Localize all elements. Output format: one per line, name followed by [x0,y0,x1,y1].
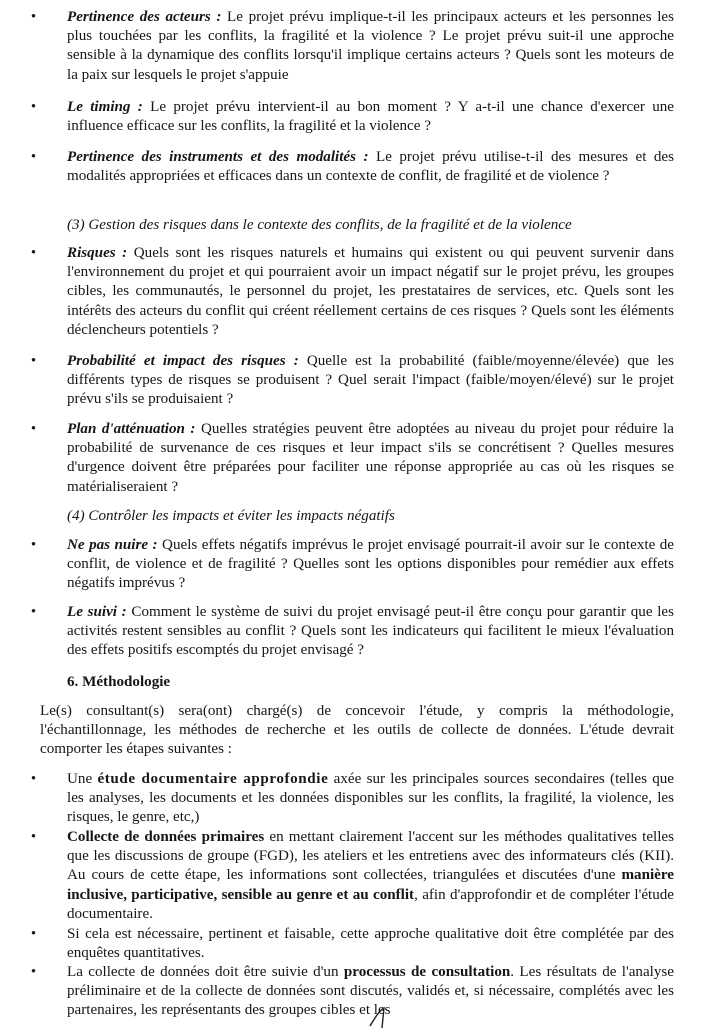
item-text: Si cela est nécessaire, pertinent et faisable, cette approche qualitative doit être complétée par des enquêtes quantitatives. [67,926,674,962]
handwritten-initial-mark [366,1006,396,1028]
bullet: • [30,604,37,620]
subsection-heading-3: (3) Gestion des risques dans le contexte des conflits, de la fragilité et de la violence [67,217,572,233]
list-item-attenuation [30,420,675,497]
item-text: La collecte de données doit être suivie d'un [67,964,344,980]
list-item-risques [30,244,674,340]
item-text: axée sur les principales sources secondaires (telles que les analyses, les documents et les données disponibles sur les conflits, la fragilité, la violence, les risques, le genre, etc,) [67,771,675,826]
item-text: Quelles stratégies peuvent être adoptées au niveau du projet pour réduire la probabilité de survenance de ces risques et leur impact s'ils se concrétisent ? Quelles mesures d'urgence doivent être préparées pour faciliter une réponse appropriée au cas où les risques se matérialiseraient ? [67,421,675,495]
item-emphasis: Collecte de données primaires [67,829,265,845]
list-item-quantitatives [30,925,674,963]
item-text: Le projet prévu implique-t-il les principaux acteurs et les personnes les plus touchées par les conflits, la fragilité et la violence ? Le projet prévu suit-il une approche sensible à la dynamique des conflits lorsqu'il implique certains acteurs ? Quels sont les moteurs de la paix sur lesquels le projet s'appuie [67,9,674,83]
bullet: • [30,353,37,369]
list-item-timing [30,98,674,136]
item-emphasis: étude documentaire approfondie [97,771,329,787]
bullet: • [30,9,37,25]
method-intro-paragraph: Le(s) consultant(s) sera(ont) chargé(s) de concevoir l'étude, y compris la méthodologie, l'échantillonnage, les méthodes de recherche et les outils de collecte de données. L'étude devrait comporter les étapes suivantes : [40,703,674,758]
list-item-probabilite [30,352,674,410]
item-text: Comment le système de suivi du projet envisagé peut-il être conçu pour garantir que les activités restent sensibles au conflit ? Quels sont les indicateurs qui facilitent le mieux l'évaluation des effets positifs escomptés du projet envisagé ? [67,604,674,659]
item-text: Quels sont les risques naturels et humains qui existent ou qui peuvent survenir dans l'environnement du projet et qui pourraient avoir un impact négatif sur le projet prévu, les groupes cibles, les communautés, le personnel du projet, les prestataires de services, etc. Quels sont les intérêts des acteurs du conflit qui créent réellement certains de ces risques ? Quels sont les éléments déclencheurs potentiels ? [67,245,674,338]
subsection-heading-4: (4) Contrôler les impacts et éviter les impacts négatifs [67,508,395,524]
item-term: Pertinence des acteurs : [67,9,222,25]
item-text: en mettant clairement l'accent sur les méthodes qualitatives telles que les discussions de groupe (FGD), les ateliers et les entretiens avec des informateurs clés (KII). Au cours de cette étape, les informations sont collectées, triangulées et discutées d'une [67,829,674,884]
item-emphasis: manière inclusive, participative, sensible au genre et au conflit [67,867,674,903]
item-text: Le projet prévu utilise-t-il des mesures et des modalités appropriées et efficaces dans un contexte de conflit, de fragilité et de violence ? [67,149,674,185]
bullet: • [30,99,37,115]
item-text: Une [67,771,98,787]
list-item-collecte-primaires [30,828,675,924]
item-text: Quels effets négatifs imprévus le projet envisagé pourrait-il avoir sur le contexte de conflit, de violence et de fragilité ? Quelles sont les options disponibles pour remédier aux effets négatifs imprévus ? [67,537,674,592]
item-term: Pertinence des instruments et des modalités : [67,149,369,165]
list-item-instruments [30,148,674,186]
item-text: . Les résultats de l'analyse préliminaire et de la collecte de données sont discutés, validés et, si nécessaire, complétés avec les partenaires, les représentants des groupes cibles et les [67,964,674,1019]
item-text: Quelle est la probabilité (faible/moyenne/élevée) que les différents types de risques se produisent ? Quel serait l'impact (faible/moyen/élevé) sur le projet prévu s'ils se produisaient ? [67,353,674,408]
section-heading-methodologie: 6. Méthodologie [67,674,171,690]
item-text: Le projet prévu intervient-il au bon moment ? Y a-t-il une chance d'exercer une influence efficace sur les conflits, la fragilité et la violence ? [67,99,674,135]
item-term: Le suivi : [67,604,127,620]
item-text: , afin d'approfondir et de compléter l'étude documentaire. [67,886,675,922]
bullet: • [30,926,37,942]
bullet: • [30,149,37,165]
bullet: • [30,829,37,845]
item-term: Ne pas nuire : [67,537,158,553]
item-term: Probabilité et impact des risques : [67,353,299,369]
bullet: • [30,964,37,980]
bullet: • [30,245,37,261]
bullet: • [30,771,37,787]
bullet: • [30,537,37,553]
item-term: Le timing : [67,99,143,115]
item-term: Risques : [67,245,128,261]
bullet: • [30,421,37,437]
list-item-suivi [30,603,674,661]
list-item-etude-documentaire [30,770,675,828]
list-item-pertinence-acteurs [30,8,674,85]
list-item-ne-pas-nuire [30,536,674,594]
item-emphasis: processus de consultation [343,964,511,980]
item-term: Plan d'atténuation : [67,421,196,437]
